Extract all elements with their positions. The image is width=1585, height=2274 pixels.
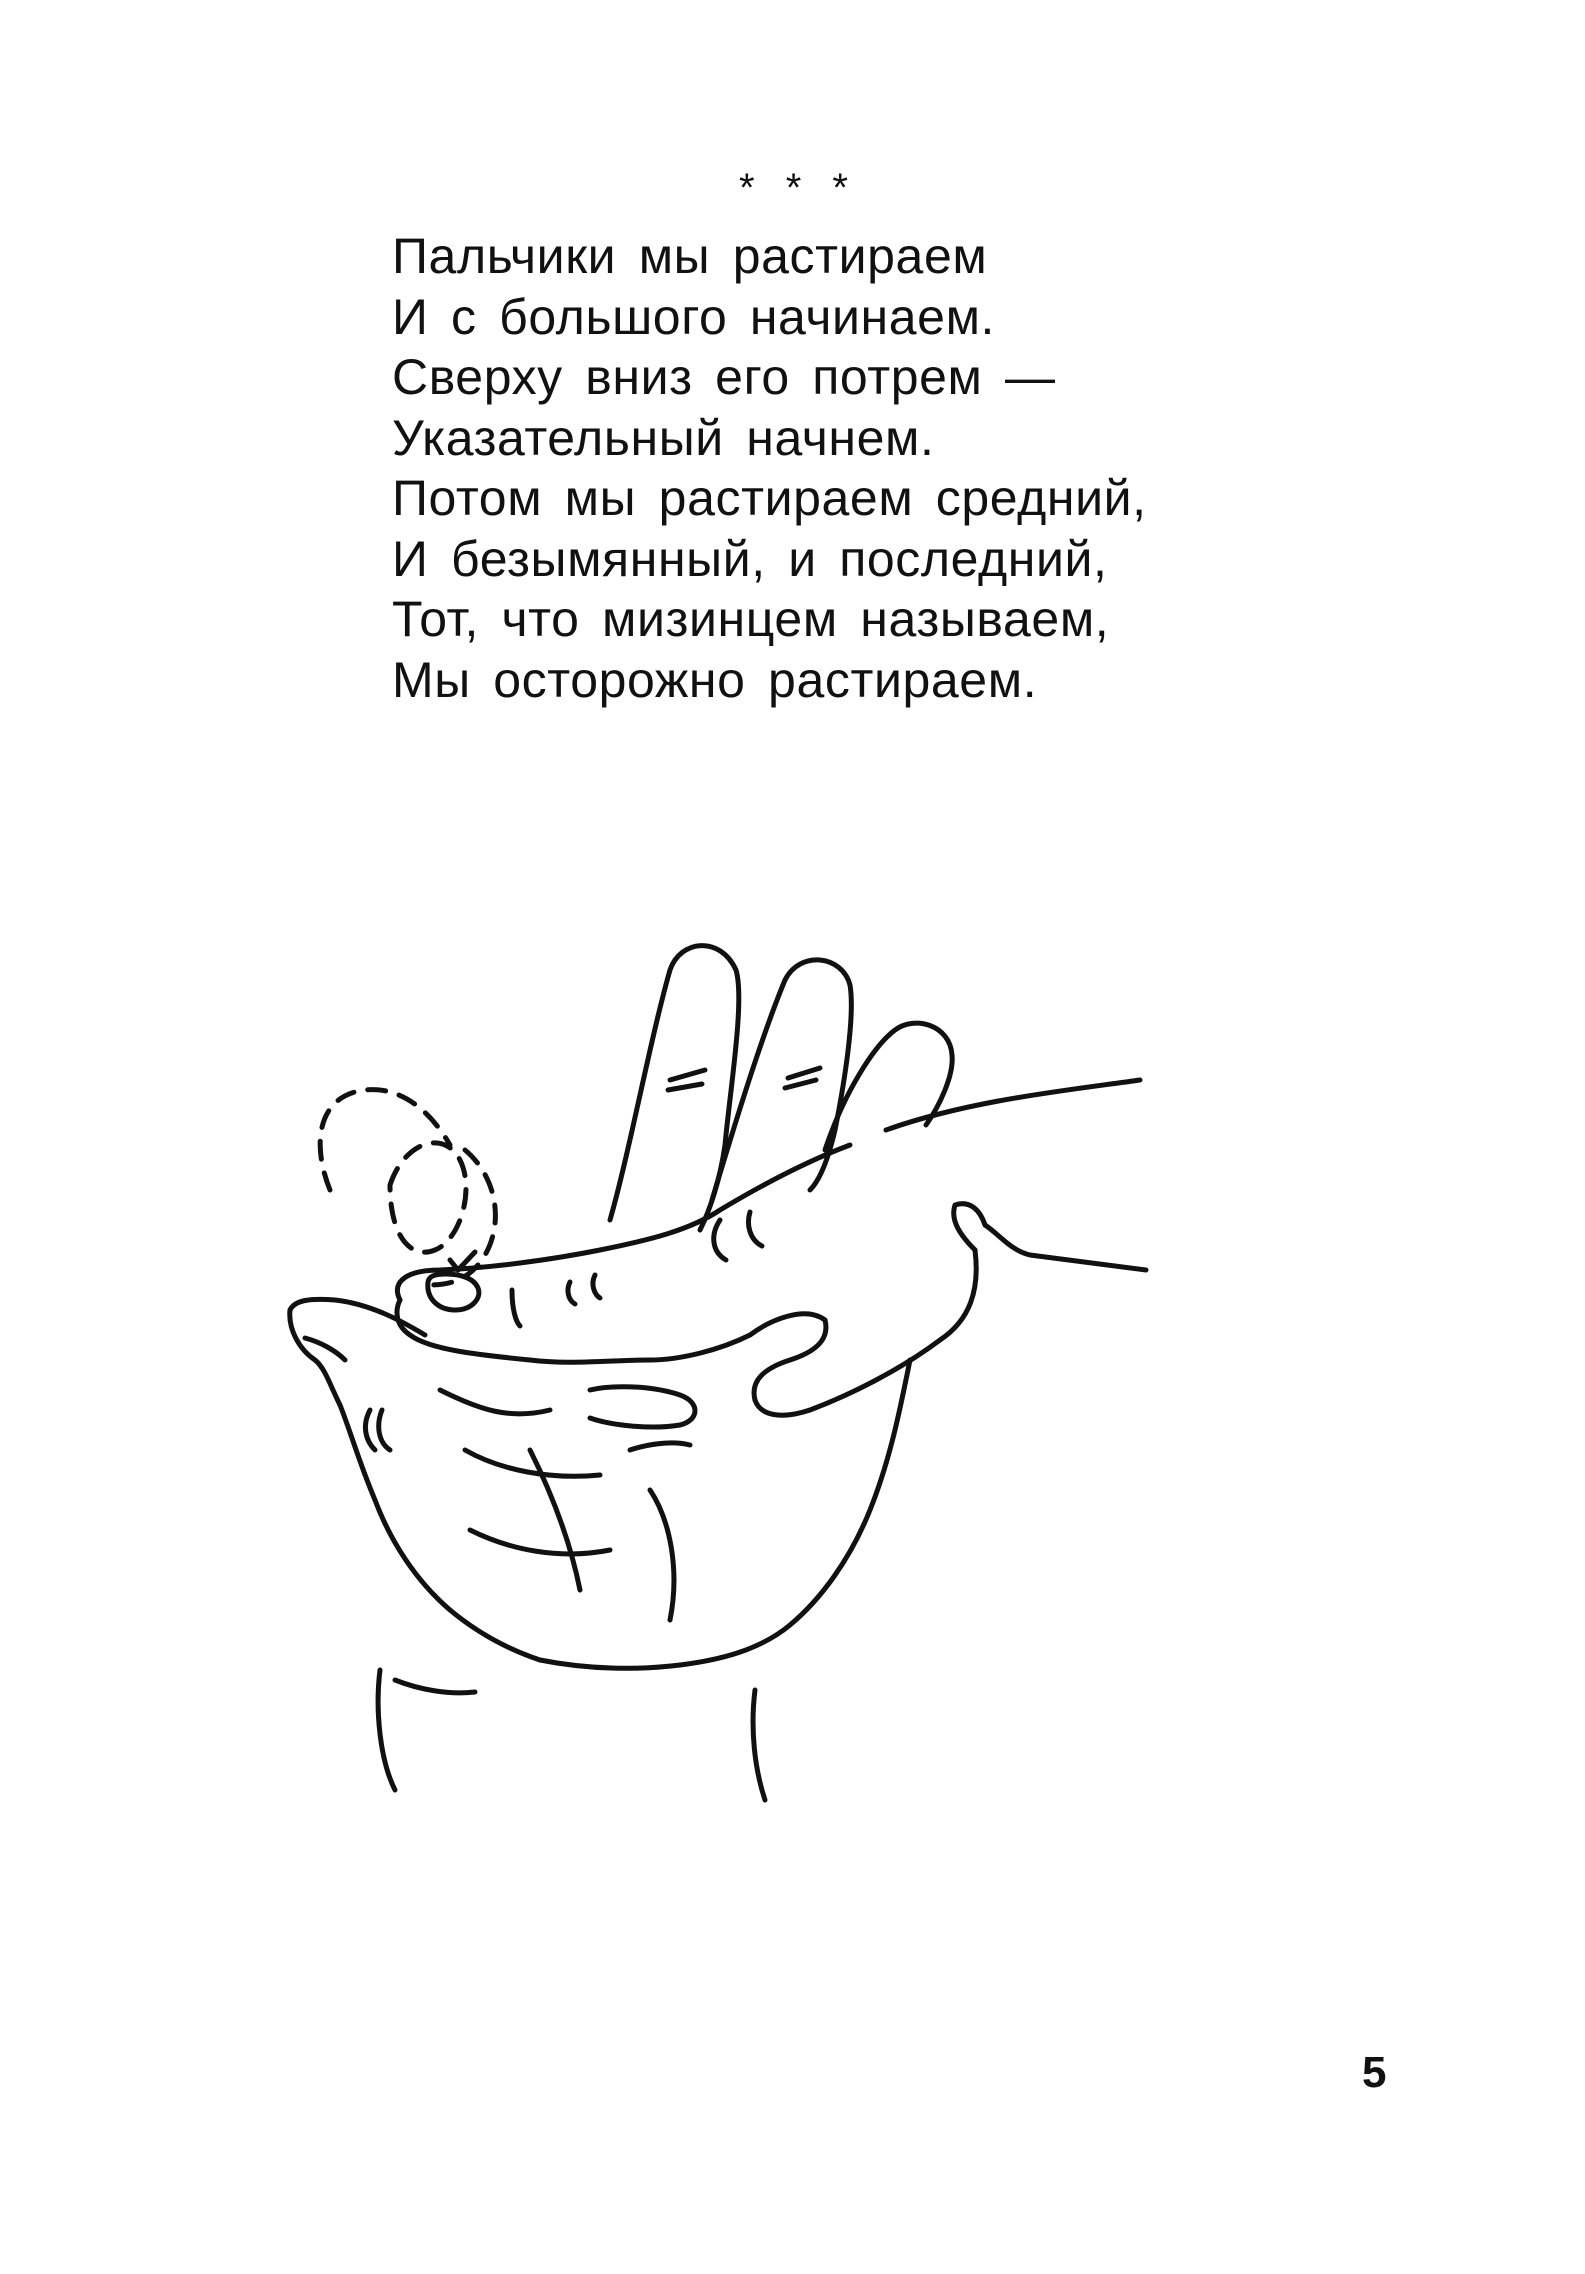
supporting-hand xyxy=(290,1299,910,1800)
massaging-hand xyxy=(397,1080,1146,1415)
poem-line-5: Потом мы растираем средний, xyxy=(392,470,1147,526)
page-number: 5 xyxy=(1362,2048,1387,2097)
poem-line-2: И с большого начинаем. xyxy=(392,288,996,345)
poem-line-1: Пальчики мы растираем xyxy=(392,228,988,284)
raised-fingers xyxy=(610,946,952,1230)
poem xyxy=(392,226,1147,710)
poem-line-4: Указательный начнем. xyxy=(392,409,935,466)
poem-line-7: Тот, что мизинцем называем, xyxy=(392,591,1110,647)
hand-massaging-fingers-icon xyxy=(250,890,1310,1850)
poem-line-8: Мы осторожно растираем. xyxy=(392,651,1038,708)
poem-line-3: Сверху вниз его потрем — xyxy=(392,349,1056,405)
poem-separator: * * * xyxy=(739,166,858,210)
poem-line-6: И безымянный, и последний, xyxy=(392,530,1108,587)
hand-massage-illustration xyxy=(250,890,1310,1850)
